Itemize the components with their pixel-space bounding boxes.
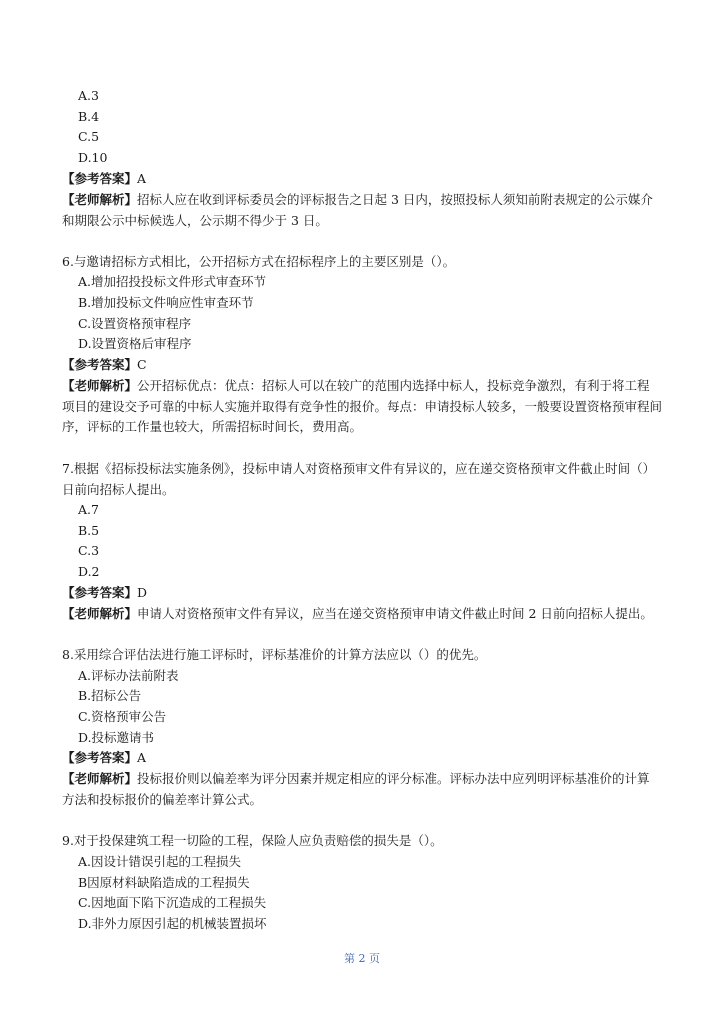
q8-option-c: C.资格预审公告 <box>78 709 167 724</box>
q9-option-d: D.非外力原因引起的机械装置损坏 <box>78 916 267 931</box>
answer-label: 【参考答案】 <box>62 585 138 600</box>
q9-option-a: A.因设计错误引起的工程损失 <box>78 854 242 869</box>
q7-option-b: B.5 <box>78 523 100 538</box>
q7-question: 7.根据《招标投标法实施条例》，投标申请人对资格预审文件有异议的，应在递交资格预审文件截止时间（）日前向招标人提出。 <box>62 461 656 497</box>
explain-label: 【老师解析】 <box>62 378 138 393</box>
q6-option-a: A.增加招投投标文件形式审查环节 <box>78 274 267 289</box>
q6-option-d: D.设置资格后审程序 <box>78 336 192 351</box>
q7-option-c: C.3 <box>78 543 100 558</box>
q7-option-d: D.2 <box>78 564 100 579</box>
q6-question: 6.与邀请招标方式相比，公开招标方式在招标程序上的主要区别是（）。 <box>62 254 456 269</box>
q9-option-c: C.因地面下陷下沉造成的工程损失 <box>78 895 267 910</box>
explain-text: 申请人对资格预审文件有异议，应当在递交资格预审申请文件截止时间 2 日前向招标人提出。 <box>137 606 653 621</box>
q6-explanation <box>62 376 662 438</box>
q5-option-d: D.10 <box>78 150 108 165</box>
explain-text: 招标人应在收到评标委员会的评标报告之日起 3 日内，按照投标人须知前附表规定的公示媒介和期限公示中标候选人，公示期不得少于 3 日。 <box>62 192 653 228</box>
explain-label: 【老师解析】 <box>62 771 138 786</box>
q6-option-b: B.增加投标文件响应性审查环节 <box>78 295 254 310</box>
page-number: 第 2 页 <box>344 952 380 965</box>
answer-label: 【参考答案】 <box>62 171 138 186</box>
q7-explanation <box>62 604 662 625</box>
answer-value: A <box>137 171 147 186</box>
q8-question: 8.采用综合评估法进行施工评标时，评标基准价的计算方法应以（）的优先。 <box>62 647 487 662</box>
explain-label: 【老师解析】 <box>62 192 138 207</box>
q5-option-a: A.3 <box>78 88 99 103</box>
q6-answer <box>62 355 662 376</box>
q8-option-b: B.招标公告 <box>78 688 142 703</box>
q9-question: 9.对于投保建筑工程一切险的工程，保险人应负责赔偿的损失是（）。 <box>62 833 443 848</box>
q5-option-c: C.5 <box>78 129 100 144</box>
q8-explanation <box>62 769 662 810</box>
q5-explanation <box>62 190 662 231</box>
answer-value: C <box>137 357 147 372</box>
q7-answer <box>62 583 662 604</box>
q8-answer <box>62 748 662 769</box>
q7-option-a: A.7 <box>78 502 99 517</box>
answer-label: 【参考答案】 <box>62 750 138 765</box>
q8-option-d: D.投标邀请书 <box>78 730 155 745</box>
q5-option-b: B.4 <box>78 109 100 124</box>
q9-option-b: B因原材料缺陷造成的工程损失 <box>78 875 250 890</box>
q8-option-a: A.评标办法前附表 <box>78 668 179 683</box>
q6-option-c: C.设置资格预审程序 <box>78 316 192 331</box>
q5-answer <box>62 169 662 190</box>
explain-label: 【老师解析】 <box>62 606 138 621</box>
answer-value: D <box>137 585 148 600</box>
answer-value: A <box>137 750 147 765</box>
answer-label: 【参考答案】 <box>62 357 138 372</box>
explain-text: 公开招标优点：优点：招标人可以在较广的范围内选择中标人，投标竞争激烈，有利于将工程项目的建设交予可靠的中标人实施并取得有竞争性的报价。每点：申请投标人较多，一般要设置资格预审程间序，评标的工作量也较大，所需招标时间长，费用高。 <box>62 378 663 435</box>
explain-text: 投标报价则以偏差率为评分因素并规定相应的评分标准。评标办法中应列明评标基准价的计算方法和投标报价的偏差率计算公式。 <box>62 771 650 807</box>
